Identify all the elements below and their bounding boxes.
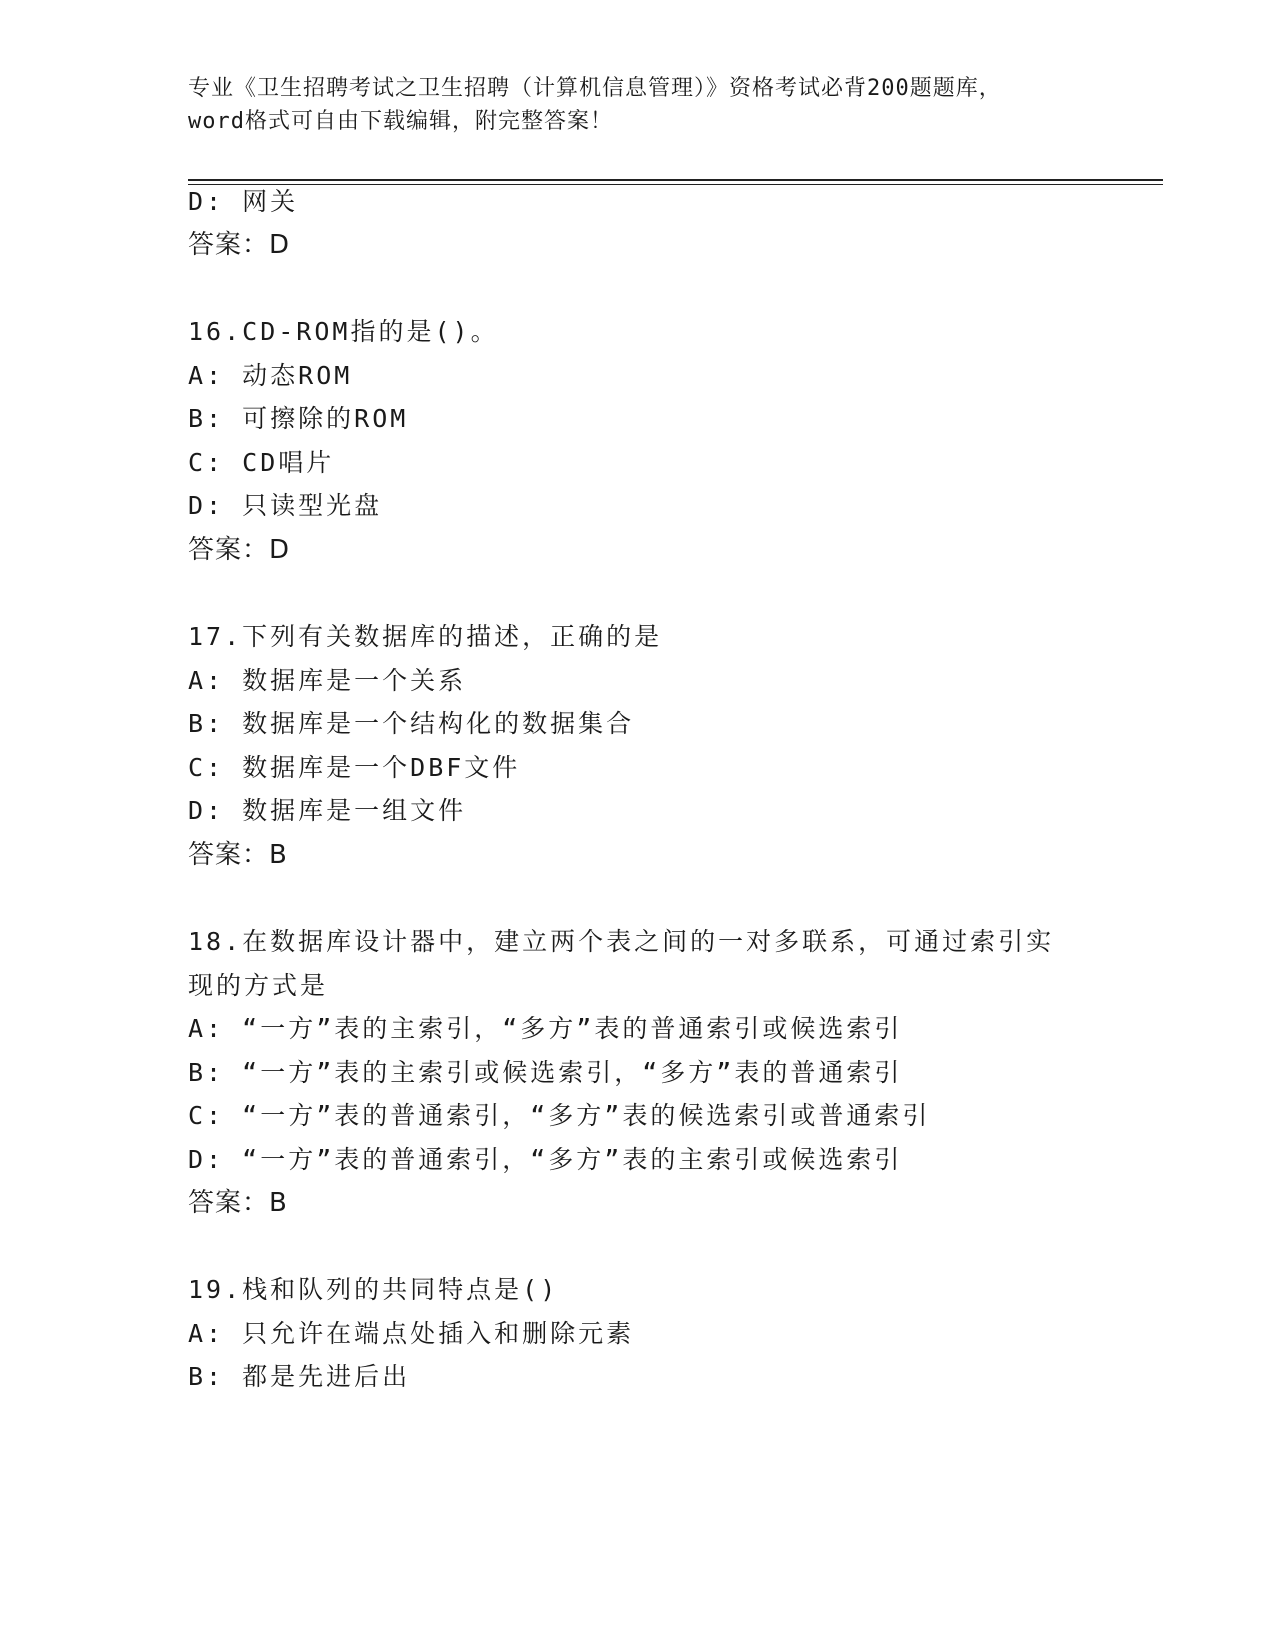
q18-answer: 答案：B [188,1188,288,1218]
q19-option-b: B: 都是先进后出 [188,1362,411,1391]
document-header [188,72,1088,138]
q18-option-b: B: “一方”表的主索引或候选索引，“多方”表的普通索引 [188,1058,903,1087]
q17-option-c: C: 数据库是一个DBF文件 [188,753,521,782]
q17-answer: 答案：B [188,840,288,870]
q17-stem: 17.下列有关数据库的描述，正确的是 [188,622,663,651]
header-title-line2: word格式可自由下载编辑，附完整答案！ [188,109,613,134]
q16-option-a: A: 动态ROM [188,361,353,390]
header-divider-thick [188,179,1163,181]
header-title-line1: 专业《卫生招聘考试之卫生招聘（计算机信息管理）》资格考试必背200题题库， [188,76,1002,101]
q16-stem: 16.CD-ROM指的是()。 [188,317,499,346]
prev-option-d: D: 网关 [188,187,299,216]
q19-stem: 19.栈和队列的共同特点是() [188,1275,559,1304]
q17-option-b: B: 数据库是一个结构化的数据集合 [188,709,635,738]
q16-option-c: C: CD唱片 [188,448,335,477]
prev-answer: 答案：D [188,230,291,260]
q18-option-c: C: “一方”表的普通索引，“多方”表的候选索引或普通索引 [188,1101,931,1130]
q18-option-d: D: “一方”表的普通索引，“多方”表的主索引或候选索引 [188,1145,903,1174]
q17-option-d: D: 数据库是一组文件 [188,796,467,825]
q18-stem-line1: 18.在数据库设计器中，建立两个表之间的一对多联系，可通过索引实 [188,927,1055,956]
q17-option-a: A: 数据库是一个关系 [188,666,467,695]
q16-option-b: B: 可擦除的ROM [188,404,409,433]
q16-answer: 答案：D [188,535,291,565]
q18-option-a: A: “一方”表的主索引，“多方”表的普通索引或候选索引 [188,1014,903,1043]
q18-stem-line2: 现的方式是 [188,971,329,1000]
header-divider-thin [188,184,1163,185]
q19-option-a: A: 只允许在端点处插入和删除元素 [188,1319,635,1348]
q16-option-d: D: 只读型光盘 [188,491,383,520]
